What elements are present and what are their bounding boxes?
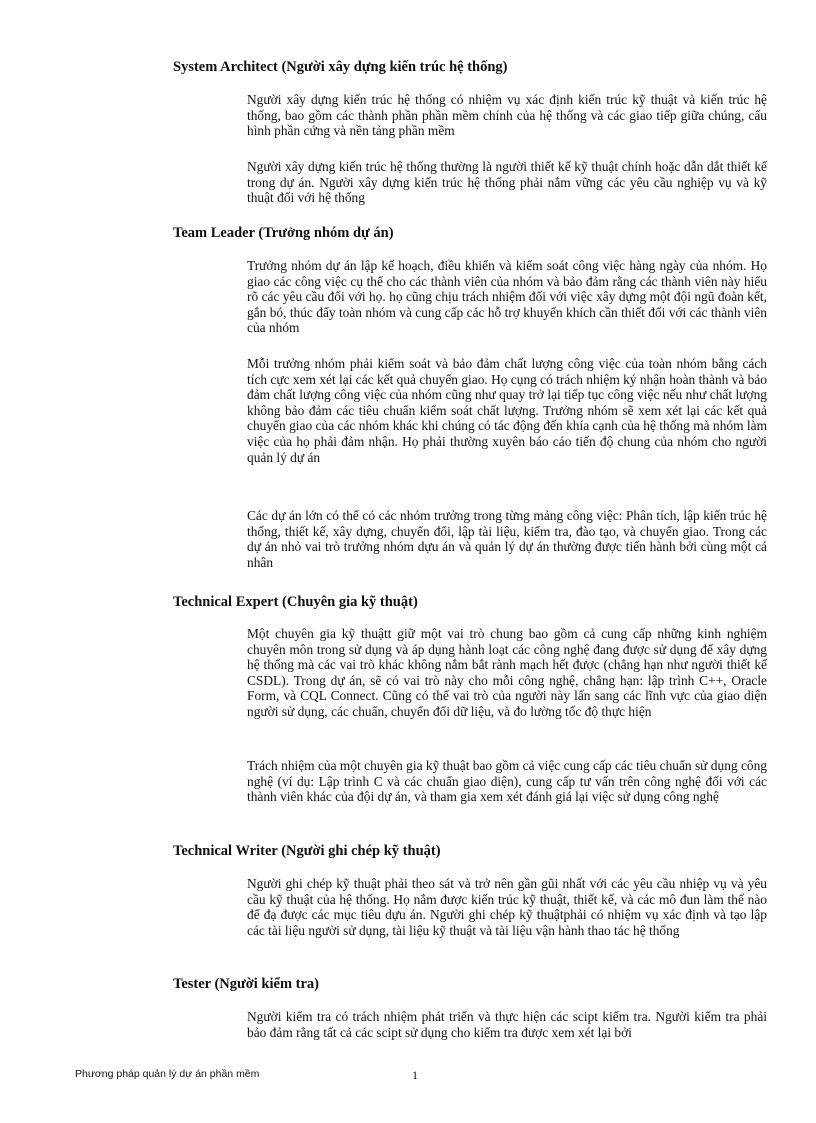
paragraph: Người xây dựng kiến trúc hệ thống có nhiệm vụ xác định kiến trúc kỹ thuật và kiến trúc hệ thống, bao gồm các thành phần phần mềm chính của hệ thống và các giao tiếp giữa chúng, cấu hình phần cứng và nền tảng phần mềm xyxy=(247,92,767,139)
paragraph: Người ghi chép kỹ thuật phải theo sát và trở nên gần gũi nhất với các yêu cầu nhiệp vụ và yêu cầu kỹ thuật của hệ thống. Họ nắm được kiến trúc kỹ thuật, thiết kế, và các mô đun làm thế nào để đạ được các mục tiêu dựu án. Người ghi chép kỹ thuậtphải có nhiệm vụ xác định và tạo lập các tài liệu người sử dụng, tài liệu kỹ thuật và tài liệu vận hành thao tác hệ thống xyxy=(247,876,767,938)
paragraph: Một chuyên gia kỹ thuậtt giữ một vai trò chung bao gồm cả cung cấp những kinh nghiệm chuyên môn trong sử dụng và áp dụng hành loạt các công nghệ đang được sử dụng để xây dựng hệ thống mà các vai trò khác không nắm bắt rành mạch hết được (chẳng hạn như người thiết kế CSDL). Trong dự án, sẽ có vai trò này cho mỗi công nghệ, chẳng hạn: lập trình C++, Oracle Form, và CQL Connect. Cũng có thể vai trò của người này lấn sang các lĩnh vực của giao diện người sử dụng, các chuẩn, chuyển đổi dữ liệu, và đo lường tốc độ thực hiện xyxy=(247,626,767,719)
page-number: 1 xyxy=(412,1068,418,1082)
section-heading: Technical Writer (Người ghi chép kỹ thuật) xyxy=(173,843,441,859)
paragraph: Trưởng nhóm dự án lập kế hoạch, điều khiển và kiểm soát công việc hàng ngày của nhóm. Họ giao các công việc cụ thể cho các thành viên của nhóm và bảo đảm rằng các thành viên này hiểu rõ các yêu cầu đối với họ. họ cũng chịu trách nhiệm đối với việc xây dựng một đội ngũ đoàn kết, gắn bó, thúc đẩy toàn nhóm và cung cấp các hỗ trợ khuyến khích cần thiết đối với các thành viên của nhóm xyxy=(247,258,767,336)
section-heading: Team Leader (Trưởng nhóm dự án) xyxy=(173,225,394,241)
paragraph: Các dự án lớn có thể có các nhóm trưởng trong từng mảng công việc: Phân tích, lập kiến trúc hệ thống, thiết kế, xây dựng, chuyển đổi, lập tài liệu, kiểm tra, đào tạo, và chuyển giao. Trong các dự án nhỏ vai trò trưởng nhóm dựu án và quản lý dự án thường được tiến hành bởi cùng một cá nhân xyxy=(247,508,767,570)
section-heading: Technical Expert (Chuyên gia kỹ thuật) xyxy=(173,594,418,610)
paragraph: Trách nhiệm của một chuyên gia kỹ thuật bao gồm cả việc cung cấp các tiêu chuẩn sử dụng công nghệ (ví dụ: Lập trình C và các chuẩn giao diện), cung cấp tư vấn trên công nghệ đối với các thành viên khác của đội dự án, và tham gia xem xét đánh giá lại việc sử dụng công nghệ xyxy=(247,758,767,805)
section-heading: System Architect (Người xây dựng kiến trúc hệ thống) xyxy=(173,59,508,75)
footer-title: Phương pháp quản lý dự án phần mềm xyxy=(75,1068,260,1080)
section-heading: Tester (Người kiểm tra) xyxy=(173,976,319,992)
paragraph: Mỗi trưởng nhóm phải kiểm soát và bảo đảm chất lượng công việc của toàn nhóm bằng cách tích cực xem xét lại các kết quả chuyển giao. Họ cụng có trách nhiệm ký nhận hoàn thành và bảo đảm chất lượng công việc của nhóm cũng như quay trở lại tiếp tục công việc nếu như chất lượng không bảo đảm các tiêu chuẩn kiểm soát chất lượng. Trưởng nhóm sẽ xem xét lại các kết quả chuyển giao của các nhóm khác khi chúng có tác động đến khía cạnh của hệ thống mà nhóm làm việc của họ phải đảm nhận. Họ phải thường xuyên báo cáo tiến độ chung của nhóm cho người quản lý dự án xyxy=(247,356,768,465)
paragraph: Người kiểm tra có trách nhiệm phát triển và thực hiện các scipt kiểm tra. Người kiểm tra phải bảo đảm rằng tất cả các scipt sử dụng cho kiểm tra được xem xét lại bởi xyxy=(247,1009,767,1040)
paragraph: Người xây dựng kiến trúc hệ thống thường là người thiết kế kỹ thuật chính hoặc dẫn dắt thiết kế trong dự án. Người xây dựng kiến trúc hệ thống phải nắm vững các yêu cầu nghiệp vụ và kỹ thuật đối với hệ thống xyxy=(247,159,767,206)
